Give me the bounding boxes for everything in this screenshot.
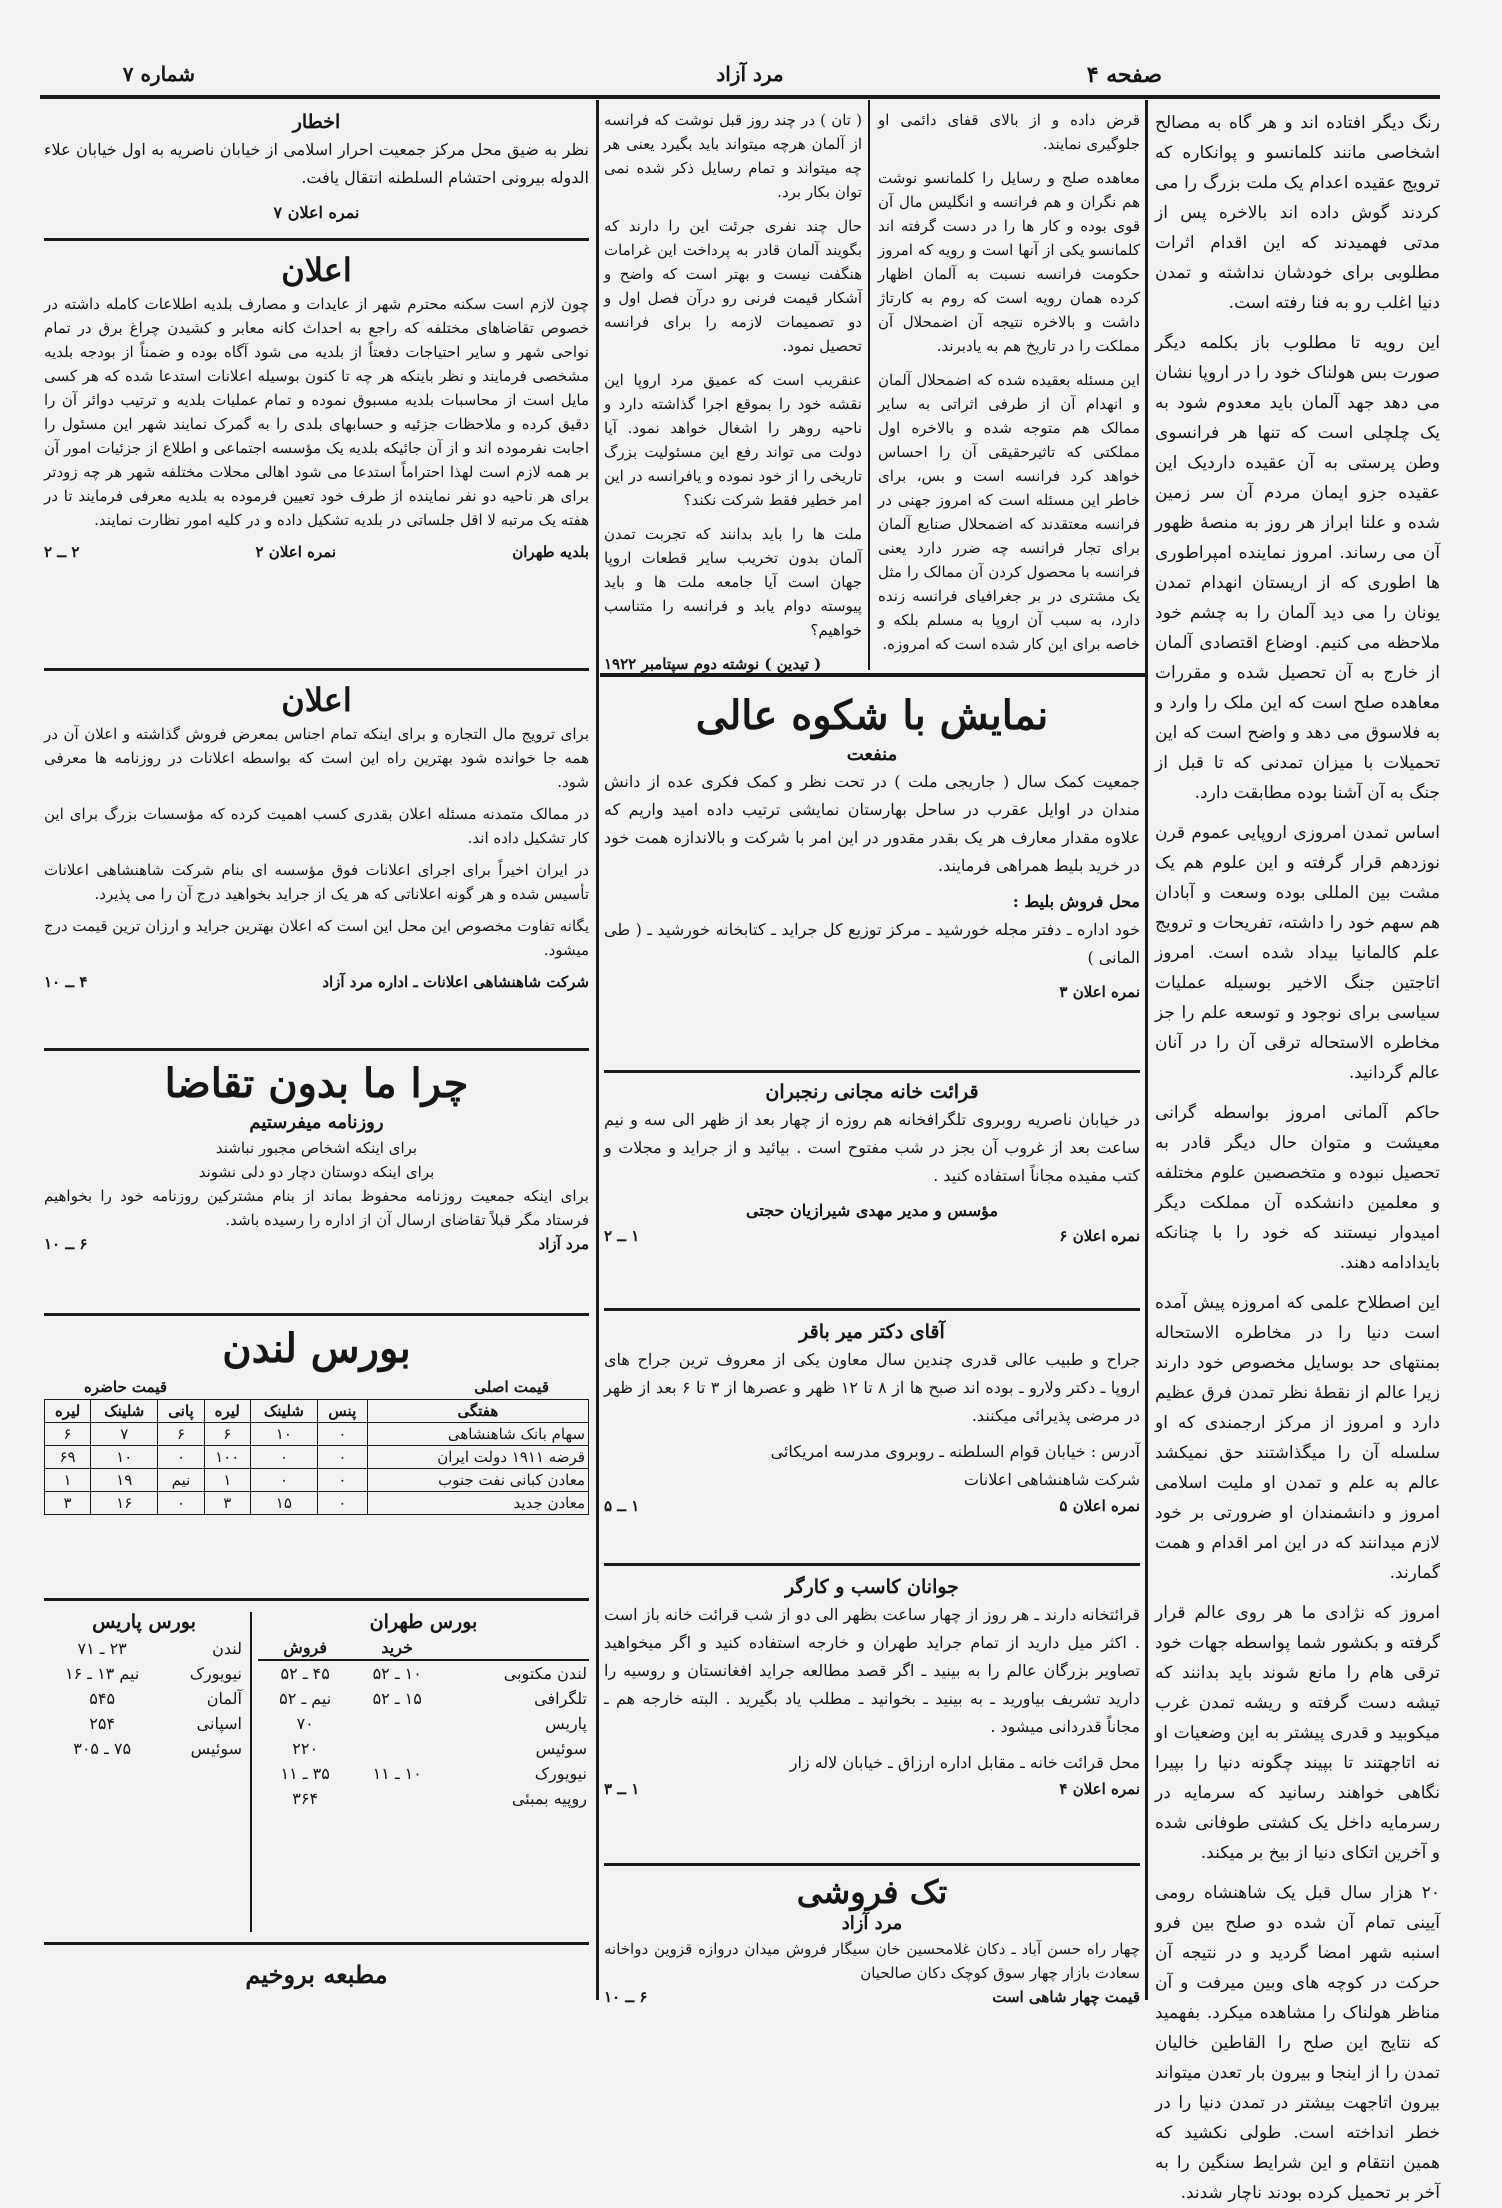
- table-cell: ۷۰: [296, 1714, 314, 1733]
- table-row: [45, 1446, 589, 1469]
- notice-reading-room: [604, 1078, 1140, 1311]
- bourse-tehran: [258, 1608, 589, 1938]
- table-row: [44, 1736, 244, 1761]
- notice-title: اخطار: [292, 111, 341, 133]
- notice-text: در ایران اخیراً برای اجرای اعلانات فوق مؤسسه ای بنام شرکت شاهنشاهی اعلانات تأسیس شده و هر گونه اعلاناتی که هر یک از جراید بخواهید درج آن را می پذیرد.: [44, 861, 589, 903]
- notice-title: نمایش با شکوه عالی: [695, 692, 1049, 739]
- rule: [44, 1942, 589, 1945]
- notice-text: چون لازم است سکنه محترم شهر از عایدات و مصارف بلدیه اطلاعات کامله داشته در خصوص تقاضاهای مختلفه که راجع به احداث کانه معابر و کشیدن چراغ برق در تمام نواحی شهر و سایر احتیاجات دفعتاً از بلدیه می شود آگاه بوده و ضمناً از بودجه بلدیه مشخصی فرمایند و نظر باینکه هر چه تا کنون بوسیله اعلانات استدعا شده که هر کسی مایل است از محاسبات بلدیه مسبوق نموده و تمام عملیات بلدیه و ترتیب دوائر آن را دقیق کرده و ملاحظات جزئیه و حسابهای بلدی را به گمرک نمایند شهر این مسئول را اجابت نفرموده اند و از آن جائیکه بلدیه یک مؤسسه اجتماعی و اطلاع از جزئیات امور آن بر همه لازم است لهذا احتراماً استدعا می شود اهالی محلات مختلفه شهر هر چه زودتر برای هر ناحیه دو نفر نماینده از طرف خود تعیین فرموده به بلدیه معرفی فرمایند تا در هفته یک مرتبه لا اقل جلساتی در بلدیه تشکیل داده و در کلیه امور نظارت نمایند.: [44, 295, 589, 529]
- table-cell: ۱۰ ـ ۱۱: [372, 1764, 422, 1783]
- table-cell: پاریس: [545, 1714, 587, 1733]
- notice-text: در خیابان ناصریه روبروی تلگرافخانه هم روزه از چهار بعد از ظهر الی سه و نیم ساعت بعد از غروب آن بجز در شب مفتوح است . بیائید و از جراید و مجلات و کتب مفیده مجاناً استفاده کنید .: [604, 1110, 1140, 1185]
- notice-text: نظر به ضیق محل مرکز جمعیت احرار اسلامی از خیابان ناصریه به اول خیابان علاء الدوله بیرونی احتشام السلطنه انتقال یافت.: [44, 140, 589, 187]
- article-paragraph: ملت ها را باید بدانند که تجربت تمدن آلمان بدون تخریب سایر قطعات اروپا جهان است آیا جامعه ملت ها و باید پیوسته دوام یابد و فرانسه را متناسب خواهیم؟: [604, 525, 862, 639]
- table-cell: سوئیس: [190, 1739, 242, 1758]
- notice-ekhtar: [44, 108, 589, 241]
- notice-title: اعلان: [281, 681, 352, 719]
- notice-address: آدرس : خیابان قوام السلطنه ـ روبروی مدرسه امریکائی: [770, 1442, 1140, 1461]
- column-rule-middle: [868, 100, 870, 670]
- article-paragraph: معاهده صلح و رسایل را کلمانسو نوشت هم نگران و هم فرانسه و انگلیس مال آن قوی بوده و کار ها را در دست گرفته اند کلمانسو یکی از آنها است و رویه که امروز حکومت فرانسه نسبت به آلمان اظهار کرده همان رویه است که روم به کارتاژ داشت و بالاخره نتیجه آن اضمحلال آن مملکت را در تاریخ هم به یادبرند.: [878, 169, 1140, 355]
- notice-label: محل فروش بلیط :: [1012, 892, 1140, 911]
- article-paragraph: عنقریب است که عمیق مرد اروپا این نقشه خود را بموقع اجرا گذاشته دارد و ناحیه روهر را اشغال خواهد نمود. آیا دولت می تواند رفع این مسئولیت بزرگ تاریخی را از خود نموده و یافرانسه در این امر خطیر فقط شرکت نکند؟: [604, 371, 862, 509]
- notice-run: ۱ ــ ۵: [604, 1497, 640, 1515]
- notice-text: برای اینکه اشخاص مجبور نباشند: [215, 1139, 418, 1157]
- notice-number: نمره اعلان ۵: [1059, 1497, 1140, 1515]
- notice-run: ۱ ــ ۲: [604, 1227, 640, 1245]
- notice-text: برای ترویج مال التجاره و برای اینکه تمام اجناس بمعرض فروش گذاشته و اعلان آن در همه جا خوانده شود بهترین راه این است که بواسطه اعلانات در روزنامه ها معرفی شود.: [44, 725, 589, 791]
- table-row: [258, 1660, 589, 1686]
- notice-text: چهار راه حسن آباد ـ دکان غلامحسین خان سیگار فروش میدان دروازه قزوین دواخانه سعادت بازار چهار سوق کوچک دکان صالحیان: [604, 1940, 1140, 1982]
- notice-price: قیمت چهار شاهی است: [992, 1988, 1140, 2006]
- table-cell: [352, 1711, 442, 1736]
- table-cell: ۰: [250, 1469, 317, 1492]
- table-row: [45, 1423, 589, 1446]
- notice-baladiyeh: [44, 248, 589, 671]
- table-cell: ۵۴۵: [89, 1689, 116, 1708]
- table-cell: ۲۲۰: [292, 1739, 319, 1758]
- newspaper-name: مرد آزاد: [716, 62, 784, 86]
- notice-footer: [604, 1494, 1140, 1518]
- table-cell: [352, 1786, 442, 1811]
- bourse-tehran-table: [258, 1636, 589, 1811]
- bourse-paris-table: [44, 1636, 244, 1761]
- table-header: لیره: [45, 1400, 91, 1423]
- table-cell: ۱۵ ـ ۵۲: [372, 1689, 422, 1708]
- bourse-subtitles: [44, 1375, 589, 1399]
- notice-title: تک فروشی: [796, 1873, 948, 1911]
- notice-subtitle: مرد آزاد: [841, 1913, 903, 1934]
- table-cell: ۱۰: [91, 1446, 158, 1469]
- notice-number: نمره اعلان ۲: [255, 543, 337, 561]
- table-row: [258, 1711, 589, 1736]
- table-header-row: [45, 1400, 589, 1423]
- notice-footer: [604, 1224, 1140, 1248]
- table-cell: نیویورک: [189, 1664, 242, 1683]
- table-header: پانی: [158, 1400, 204, 1423]
- table-cell: ۱: [45, 1469, 91, 1492]
- right-paragraph: حاکم آلمانی امروز بواسطه گرانی معیشت و متوان حال دیگر قادر به تحصیل نبوده و متخصصین علوم مختلفه و معلمین دانشکده آن مملکت دیگر امیدوار نیستند که خود را با چنانکه بایدادامه دهند.: [1155, 1103, 1440, 1273]
- right-paragraph: رنگ دیگر افتاده اند و هر گاه به مصالح اشخاصی مانند کلمانسو و پوانکاره که ترویج عقیده اعدام یک ملت بزرگ را می کردند گوش داده اند بالاخره پس از مدتی فهمیدند که این اقدام اثرات مطلوبی برای خودشان نداشته و تمدن دنیا اغلب رو به فنا رفته است.: [1155, 113, 1440, 313]
- table-cell: ۰: [317, 1423, 367, 1446]
- notice-exhibition: [604, 690, 1140, 1073]
- table-cell: ۲۵۴: [89, 1714, 116, 1733]
- bourse-title: بورس طهران: [369, 1611, 478, 1633]
- column-rule-right: [1145, 100, 1148, 2000]
- notice-youth: [604, 1573, 1140, 1866]
- notice-number: نمره اعلان ۶: [1059, 1227, 1140, 1245]
- table-cell: ۱۰: [250, 1423, 317, 1446]
- table-cell: ۰: [158, 1492, 204, 1515]
- notice-text: یگانه تفاوت مخصوص این محل این است که اعلان بهترین جراید و ارزان ترین قیمت درج میشود.: [44, 917, 589, 959]
- table-cell: ۶۹: [45, 1446, 91, 1469]
- column-right: [1155, 108, 1440, 2203]
- right-paragraph: این اصطلاح علمی که امروزه پیش آمده است دنیا را در مخاطره الاستحاله بمنتهای حد بوسایل مخصوص خود دارند زیرا عالم از نقطهٔ نظر تمدن فرق عظیم دارد و امروز از مرکز ارجمندی که او سلسله آن را میگذاشتند حق نمیکشد عالم به علم و تمدن او ملیت اسلامی امروز و دانشمندان او ضرورتی بر خود لازم میدانند که در این امر اقدام و همت گمارند.: [1155, 1293, 1440, 1583]
- table-cell: ۱۵: [250, 1492, 317, 1515]
- table-header: خرید: [352, 1636, 442, 1660]
- table-cell: معادن کبانی نفت جنوب: [367, 1469, 588, 1492]
- notice-footer: [604, 980, 1140, 1004]
- notice-number: نمره اعلان ۴: [1059, 1780, 1140, 1798]
- notice-footer: [604, 1985, 1140, 2009]
- notice-tickets: خود اداره ـ دفتر مجله خورشید ـ مرکز توزیع کل جراید ـ کتابخانه خورشید ـ ( طی المانی ): [604, 920, 1140, 967]
- table-cell: ۶: [204, 1423, 250, 1446]
- table-cell: ۳: [204, 1492, 250, 1515]
- table-header: شلینک: [91, 1400, 158, 1423]
- notice-signer: مرد آزاد: [538, 1235, 589, 1253]
- table-header: شلینک: [250, 1400, 317, 1423]
- table-cell: نیم: [158, 1469, 204, 1492]
- table-row: [258, 1686, 589, 1711]
- table-cell: ۰: [317, 1446, 367, 1469]
- table-cell: آلمان: [206, 1689, 242, 1708]
- notice-run: ۶ ــ ۱۰: [604, 1988, 648, 2006]
- right-paragraph: ۲۰ هزار سال قبل یک شاهنشاه رومی آیینی تمام آن شده دو صلح بین فرو اسنبه شهر امضا گردید و در نتیجه آن حرکت در کوچه های وبین میرفت و آن مناظر هولناک را مشاهده میکرد. بفهمید که نتایج این صلح را القاطین خالیان تمدن را از اینجا و بیرون بار تعدن میتواند بیرون اتاجهت بیشتر در تمدن دنیا را در خطر انداخته است. طولی نکشید که همین انتقام و این شرایط سنگین را به آخر بر تحمیل کرده بودند ناچار شدند.: [1155, 1883, 1440, 2203]
- table-header: فروش: [258, 1636, 352, 1660]
- table-row: [258, 1736, 589, 1761]
- table-cell: ۱۰۰: [204, 1446, 250, 1469]
- table-cell: ۶: [45, 1423, 91, 1446]
- notice-text: جراح و طبیب عالی قدری چندین سال معاون یکی از معروف ترین جراح های اروپا ـ دکتر ولارو ـ بوده اند صبح ها از ۸ تا ۱۲ ظهر و عصرها از ۳ تا ۶ بعد از ظهر در مرضی پذیرائی میکنند.: [604, 1350, 1141, 1425]
- bourse-subtitle-current: قیمت حاضره: [84, 1378, 168, 1396]
- table-header: هفتگی: [367, 1400, 588, 1423]
- notice-run: ۶ ــ ۱۰: [44, 1235, 88, 1253]
- table-cell: ۷: [91, 1423, 158, 1446]
- table-header: لیره: [204, 1400, 250, 1423]
- table-cell: ۰: [317, 1492, 367, 1515]
- notice-run: ۴ ــ ۱۰: [44, 973, 88, 991]
- table-row: [258, 1761, 589, 1786]
- table-cell: ۳۶۴: [292, 1789, 319, 1808]
- table-row: [45, 1469, 589, 1492]
- table-header: پنس: [317, 1400, 367, 1423]
- notice-title: اعلان: [281, 251, 352, 289]
- bourse-london-table: [44, 1399, 589, 1515]
- notice-text: برای اینکه جمعیت روزنامه محفوظ بماند از بنام مشترکین روزنامه خود را بخواهیم فرستاد مگر قبلاً تقاضای ارسال آن از اداره را رسیده باشد.: [44, 1187, 589, 1229]
- table-row: [44, 1636, 244, 1661]
- table-cell: اسپانی: [196, 1714, 242, 1733]
- table-cell: ۰: [250, 1446, 317, 1469]
- masthead-rule: [40, 95, 1440, 99]
- bourse-paris: [44, 1608, 244, 1938]
- table-row: [44, 1661, 244, 1686]
- table-cell: معادن جدید: [367, 1492, 588, 1515]
- table-cell: ۷۵ ـ ۳۰۵: [73, 1739, 132, 1758]
- table-cell: ۰: [158, 1446, 204, 1469]
- table-cell: ۱: [204, 1469, 250, 1492]
- bourse-subtitle-base: قیمت اصلی: [474, 1378, 549, 1396]
- notice-run: ۱ ــ ۳: [604, 1780, 640, 1798]
- issue-number: شماره ۷: [122, 62, 195, 86]
- article-middle-left: [604, 108, 862, 673]
- notice-text: جمعیت کمک سال ( جاریجی ملت ) در تحت نظر و کمک فکری عده از دانش مندان در اوایل عقرب در ساحل بهارستان نمایشی ترتیب داده امید واریم که علاوه مقدار معارف هر یک بقدر مقدور در این امر با شرکت و بالاندازه همت خود در خرید بلیط همراهی فرمایند.: [604, 772, 1140, 875]
- table-header: [442, 1636, 589, 1660]
- notice-subtitle: منفعت: [846, 744, 898, 765]
- right-paragraph: این رویه تا مطلوب باز بکلمه دیگر صورت بس هولناک خود را در اروپا نشان می دهد جهد آلمان باید معدوم شود به یک چلچلی است که تنها هر فرانسوی وطن پرستی به آن عقیده داردیک این عقیده جزو ایمان مردم آن سر زمین شده و علنا ابراز هر روز به منصهٔ ظهور آن می رساند. امروز نماینده امپراطوری ها اطوری که از اریستان انهدام تمدن یونان را می دید آلمان را به چشم خود ملاحظه می کنیم. اوضاع اقتصادی آلمان از خارج به آن تحصیل شده و مقررات معاهده صلح است که این ملک را وارد و به فلاسوق می دهد و واضح است که این تحمیلات با میزان تمدنی که تا قبل از جنگ به آن آشنا بوده مطابقت دارد.: [1155, 333, 1440, 803]
- table-row: [258, 1786, 589, 1811]
- table-row: [45, 1492, 589, 1515]
- table-cell: نیم ۱۳ ـ ۱۶: [65, 1664, 140, 1683]
- right-paragraph: امروز که نژادی ما هر روی عالم قرار گرفته و بکشور شما پواسطه جهات خود ترقی هام را مانع شوند باید بدانند که تیشه دست گرفته و ریشه تمدن غرب میکوبید و قدری پیشتر به این وضعیات او نه اتاجهتند تا بپیند چگونه دنیا را بپیرا نگاهی خواهند رسانید که سرمایه در رسرمایه داخل یک کشتی طوفانی شده و آخرین اتکای دنیا از بیخ بر میکند.: [1155, 1603, 1440, 1863]
- article-signature: ( تیدین ) نوشته دوم سپتامبر ۱۹۲۲: [604, 655, 822, 673]
- rule: [600, 673, 1145, 677]
- notice-company: شرکت شاهنشاهی اعلانات: [963, 1470, 1140, 1489]
- notice-footer: [44, 540, 589, 564]
- table-cell: نیویورک: [534, 1764, 587, 1783]
- table-cell: ۱۶: [91, 1492, 158, 1515]
- notice-footer: [604, 1777, 1140, 1801]
- article-paragraph: قرض داده و از بالای قفای دائمی او جلوگیری نمایند.: [878, 111, 1140, 153]
- table-cell: ۱۹: [91, 1469, 158, 1492]
- table-cell: ۶: [158, 1423, 204, 1446]
- table-row: [44, 1686, 244, 1711]
- notice-title: چرا ما بدون تقاضا: [164, 1060, 469, 1107]
- bourse-london: [44, 1323, 589, 1601]
- notice-run: ۲ ــ ۲: [44, 543, 80, 561]
- notice-ads: [44, 678, 589, 1051]
- table-cell: تلگرافی: [534, 1689, 587, 1708]
- table-cell: ۳۵ ـ ۱۱: [280, 1764, 330, 1783]
- notice-title: جوانان کاسب و کارگر: [785, 1576, 959, 1598]
- table-cell: سهام بانک شاهنشاهی: [367, 1423, 588, 1446]
- table-header-row: [258, 1636, 589, 1660]
- table-cell: لندن: [212, 1639, 242, 1658]
- page-number: صفحه ۴: [1086, 62, 1162, 88]
- notice-mard-azad: [44, 1058, 589, 1316]
- table-cell: ۳: [45, 1492, 91, 1515]
- article-middle-right: [878, 108, 1140, 668]
- article-paragraph: این مسئله بعقیده شده که اضمحلال آلمان و انهدام آن از طرفی اثراتی به سایر ممالک هم متوجه شده و بالاخره اول مملکتی که تاثیرحقیقی آن را احساس خواهد کرد فرانسه است و بس، برای خاطر این مسئله است که امروز جهنی در فرانسه معتقدند که اضمحلال صنایع آلمان برای تجار فرانسه چه ضرر دارد یعنی فرانسه با محصول کردن آن ممالک را مثل یک مشتری در بر جغرافیای فرانسه زنده دارد، به سبب آن اروپا به مسلم بلکه و خاصه برای این کار شده است که امروزه.: [878, 371, 1140, 653]
- notice-signer: بلدیه طهران: [512, 543, 589, 561]
- notice-text: قرائتخانه دارند ـ هر روز از چهار ساعت بظهر الی دو از شب قرائت خانه باز است . اکثر میل دارید از تمام جراید طهران و خارجه استفاده کنید و اگر میخواهید تصاویر بزرگان عالم را به بینید ـ اگر قصد مطالعه جراید افغانستان و روسیه را دارید تشریف بیاورید ـ به بینید ـ بخوانید ـ مطلب یاد بگیرید . البته خارجه هم ـ مجاناً قدردانی میشود .: [604, 1605, 1140, 1736]
- table-row: [44, 1711, 244, 1736]
- notice-footer: [44, 1232, 589, 1256]
- notice-title: آقای دکتر میر باقر: [799, 1321, 945, 1343]
- table-cell: ۱۰ ـ ۵۲: [372, 1664, 422, 1683]
- table-cell: ۰: [317, 1469, 367, 1492]
- notice-doctor: [604, 1318, 1140, 1566]
- bourse-title: بورس پاریس: [92, 1611, 196, 1633]
- notice-subtitle: روزنامه میفرستیم: [249, 1112, 384, 1133]
- table-cell: نیم ـ ۵۲: [279, 1689, 332, 1708]
- notice-number: نمره اعلان ۳: [1059, 983, 1140, 1001]
- notice-signer: شرکت شاهنشاهی اعلانات ـ اداره مرد آزاد: [322, 973, 589, 991]
- article-paragraph: حال چند نفری جرئت این را دارند که بگویند آلمان قادر به پرداخت این غرامات هنگفت نیست و بهتر است که واضح و آشکار قیمت فرنی رو درآن فصل اول و دو تصمیمات لازمه را برای فرانسه تحصیل نمود.: [604, 217, 862, 355]
- table-cell: ۲۳ ـ ۷۱: [77, 1639, 127, 1658]
- right-paragraph: اساس تمدن امروزی اروپایی عموم قرن نوزدهم قرار گرفته و این علوم هم یک مشت بین المللی بوده وسعت و آبادان هم سهم خود را داشته، تفریحات و ترویج علم کالمانیا بیداد شده است. امروز اتاجتین جنگ الاخیر بوسیله عملیات سیاسی برای نوجود و توسعه علم را جز مخاطره الاستحاله ترقی آن را در آنان عالم گردانید.: [1155, 823, 1440, 1083]
- printer-name: مطبعه بروخیم: [245, 1960, 388, 1989]
- bourse-divider: [250, 1612, 252, 1932]
- table-cell: لندن مکتوبی: [503, 1664, 587, 1683]
- notice-title: قرائت خانه مجانی رنجبران: [765, 1081, 979, 1103]
- notice-sale: [604, 1873, 1140, 2028]
- notice-footer: [44, 970, 589, 994]
- table-cell: [352, 1736, 442, 1761]
- notice-signer: مؤسس و مدیر مهدی شیرازیان حجتی: [745, 1201, 999, 1220]
- column-rule-left: [596, 100, 599, 2000]
- notice-text: در ممالک متمدنه مسئله اعلان بقدری کسب اهمیت کرده که مؤسسات بزرگ برای این کار تشکیل داده اند.: [44, 805, 589, 847]
- table-cell: سوئیس: [535, 1739, 587, 1758]
- bourse-title: بورس لندن: [222, 1325, 411, 1372]
- table-cell: ۴۵ ـ ۵۲: [280, 1664, 330, 1683]
- notice-number: نمره اعلان ۷: [273, 203, 360, 222]
- table-cell: قرضه ۱۹۱۱ دولت ایران: [367, 1446, 588, 1469]
- table-cell: روپیه بمبئی: [511, 1789, 587, 1808]
- article-paragraph: ( تان ) در چند روز قبل نوشت که فرانسه از آلمان هرچه میتواند باید بگیرد یعنی هر چه میتواند و تمام رسایل ذکر شده نمی توان بکار برد.: [604, 111, 862, 201]
- notice-address: محل قرائت خانه ـ مقابل اداره ارزاق ـ خیابان لاله زار: [789, 1753, 1140, 1772]
- notice-text: برای اینکه دوستان دچار دو دلی نشوند: [198, 1163, 435, 1181]
